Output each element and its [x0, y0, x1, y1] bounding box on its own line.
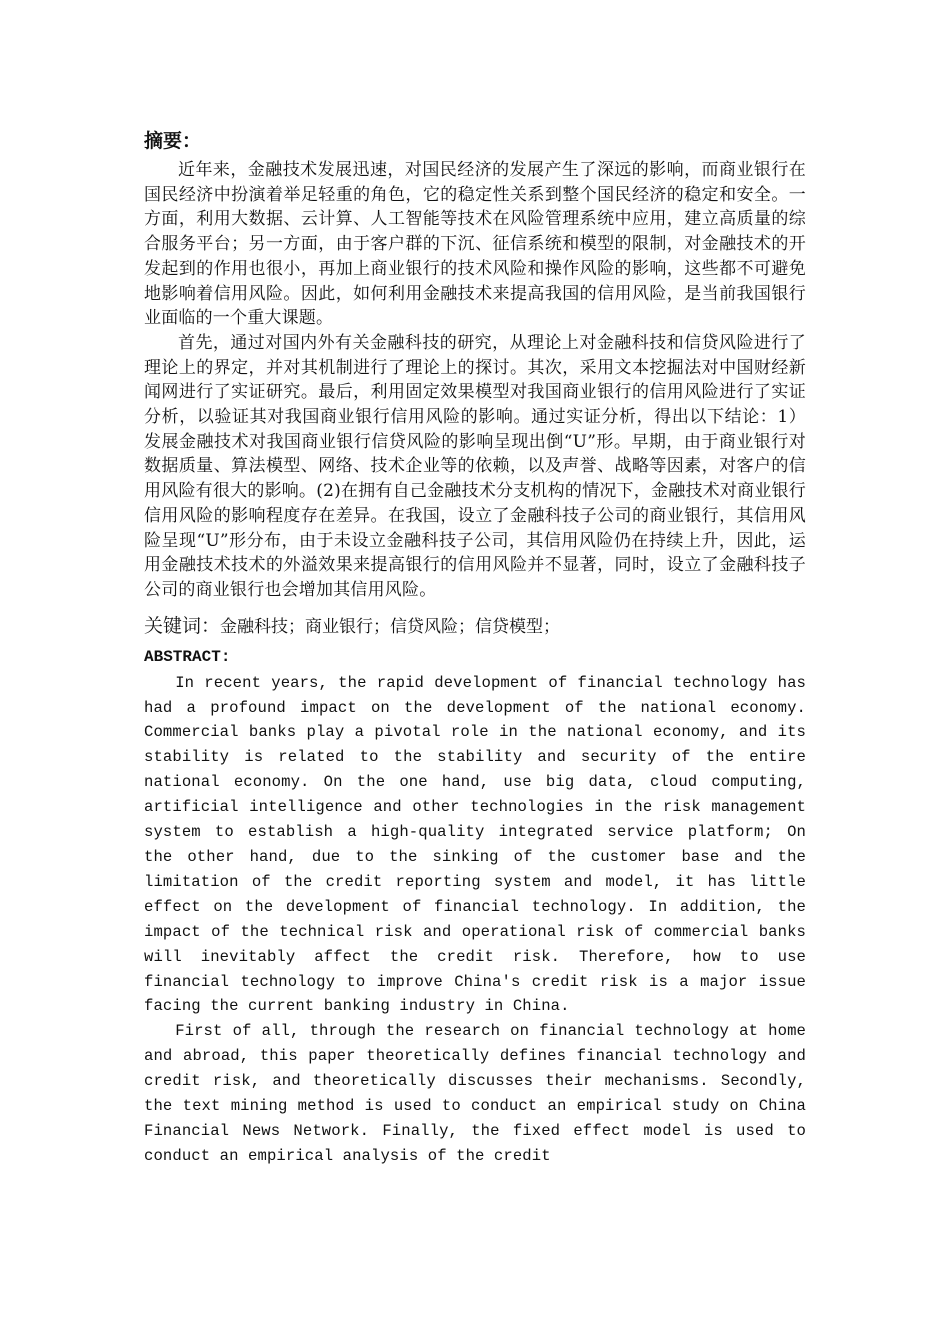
abstract-content — [144, 124, 806, 1169]
abstract-cn-paragraph-1: 近年来，金融技术发展迅速，对国民经济的发展产生了深远的影响，而商业银行在国民经济中扮演着举足轻重的角色，它的稳定性关系到整个国民经济的稳定和安全。一方面，利用大数据、云计算、人工智能等技术在风险管理系统中应用，建立高质量的综合服务平台；另一方面，由于客户群的下沉、征信系统和模型的限制，对金融技术的开发起到的作用也很小，再加上商业银行的技术风险和操作风险的影响，这些都不可避免地影响着信用风险。因此，如何利用金融技术来提高我国的信用风险，是当前我国银行业面临的一个重大课题。 — [144, 160, 806, 329]
abstract-cn-heading: 摘要： — [144, 130, 202, 152]
abstract-cn-paragraph-2: 首先，通过对国内外有关金融科技的研究，从理论上对金融科技和信贷风险进行了理论上的界定，并对其机制进行了理论上的探讨。其次，采用文本挖掘法对中国财经新闻网进行了实证研究。最后，利用固定效果模型对我国商业银行的信用风险进行了实证分析，以验证其对我国商业银行信用风险的影响。通过实证分析，得出以下结论：1）发展金融技术对我国商业银行信贷风险的影响呈现出倒“U”形。早期，由于商业银行对数据质量、算法模型、网络、技术企业等的依赖，以及声誉、战略等因素，对客户的信用风险有很大的影响。(2)在拥有自己金融技术分支机构的情况下，金融技术对商业银行信用风险的影响程度存在差异。在我国，设立了金融科技子公司的商业银行，其信用风险呈现“U”形分布，由于未设立金融科技子公司，其信用风险仍在持续上升，因此，运用金融技术技术的外溢效果来提高银行的信用风险并不显著，同时，设立了金融科技子公司的商业银行也会增加其信用风险。 — [144, 332, 806, 600]
abstract-en-paragraph-2: First of all, through the research on financial technology at home and abroad, this paper theoretically defines financial technology and credit risk, and theoretically discusses their mechanisms. Secondly, the text mining method is used to conduct an empirical study on China Financial News Network. Finally, the fixed effect model is used to conduct an empirical analysis of the credit — [144, 1022, 806, 1165]
keywords-label: 关键词： — [144, 614, 221, 637]
abstract-en-paragraph-1: In recent years, the rapid development of financial technology has had a profound impact on the development of the national economy. Commercial banks play a pivotal role in the national economy, and its stability is related to the stability and security of the entire national economy. On the one hand, use big data, cloud computing, artificial intelligence and other technologies in the risk management system to establish a high-quality integrated service platform; On the other hand, due to the sinking of the customer base and the limitation of the credit reporting system and model, it has little effect on the development of financial technology. In addition, the impact of the technical risk and operational risk of commercial banks will inevitably affect the credit risk. Therefore, how to use financial technology to improve China's credit risk is a major issue facing the current banking industry in China. — [144, 673, 806, 1016]
keywords-line — [144, 609, 806, 643]
abstract-en-heading: ABSTRACT: — [144, 647, 231, 666]
keywords-list: 金融科技；商业银行；信贷风险；信贷模型； — [220, 616, 561, 637]
